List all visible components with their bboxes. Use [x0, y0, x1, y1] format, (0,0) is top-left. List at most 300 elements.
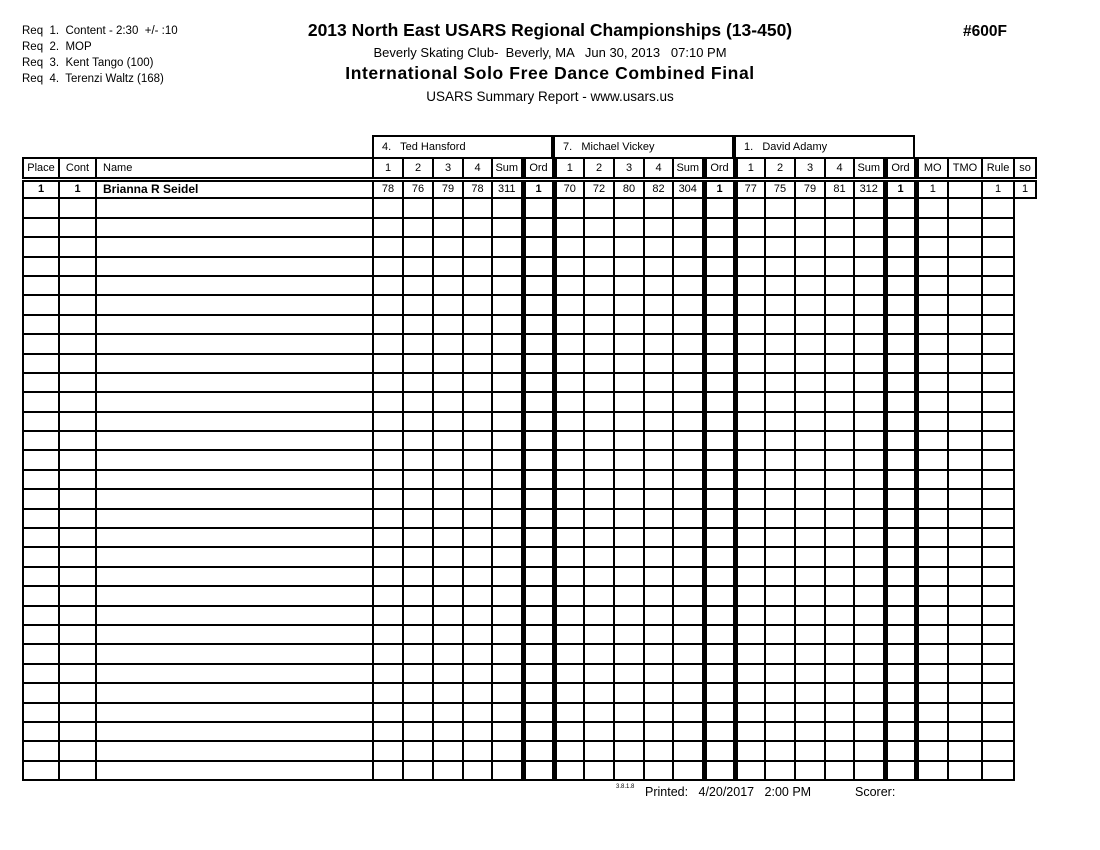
empty-cell	[403, 334, 433, 353]
empty-cell	[492, 315, 523, 334]
empty-cell	[96, 644, 373, 663]
empty-cell	[916, 315, 948, 334]
empty-cell	[825, 373, 854, 392]
empty-cell	[433, 470, 463, 489]
empty-cell	[854, 431, 885, 450]
empty-cell	[735, 198, 765, 217]
empty-cell	[463, 528, 492, 547]
title-block	[0, 20, 1100, 104]
empty-cell	[59, 606, 96, 625]
empty-cell	[554, 528, 584, 547]
empty-cell	[948, 644, 982, 663]
empty-cell	[885, 276, 916, 295]
empty-cell	[59, 644, 96, 663]
empty-cell	[23, 606, 59, 625]
empty-cell	[982, 606, 1014, 625]
empty-cell	[523, 237, 554, 256]
empty-cell	[373, 586, 403, 605]
empty-row	[23, 354, 1036, 373]
empty-cell	[403, 450, 433, 469]
empty-cell	[916, 703, 948, 722]
empty-cell	[96, 722, 373, 741]
empty-cell	[373, 547, 403, 566]
empty-cell	[463, 392, 492, 411]
empty-cell	[854, 722, 885, 741]
empty-cell	[948, 547, 982, 566]
empty-cell	[948, 276, 982, 295]
empty-cell	[614, 567, 644, 586]
empty-cell	[492, 276, 523, 295]
empty-cell	[795, 528, 825, 547]
empty-cell	[584, 509, 614, 528]
empty-cell	[795, 257, 825, 276]
empty-cell	[463, 509, 492, 528]
empty-cell	[373, 606, 403, 625]
empty-cell	[492, 450, 523, 469]
empty-cell	[885, 489, 916, 508]
empty-cell	[704, 489, 735, 508]
empty-cell	[492, 703, 523, 722]
empty-cell	[492, 664, 523, 683]
empty-cell	[584, 644, 614, 663]
empty-cell	[614, 644, 644, 663]
empty-cell	[433, 644, 463, 663]
empty-cell	[433, 586, 463, 605]
empty-cell	[584, 334, 614, 353]
empty-cell	[373, 703, 403, 722]
empty-cell	[765, 392, 795, 411]
empty-cell	[916, 334, 948, 353]
empty-cell	[704, 625, 735, 644]
empty-row	[23, 586, 1036, 605]
empty-cell	[885, 683, 916, 702]
empty-cell	[554, 703, 584, 722]
judge3-sum-cell: 312	[854, 179, 885, 198]
empty-cell	[584, 470, 614, 489]
empty-cell	[614, 489, 644, 508]
empty-cell	[854, 683, 885, 702]
empty-cell	[673, 276, 704, 295]
empty-cell	[554, 606, 584, 625]
empty-cell	[673, 237, 704, 256]
empty-cell	[403, 683, 433, 702]
empty-cell	[765, 450, 795, 469]
col-header-mo: MO	[916, 158, 948, 179]
empty-cell	[433, 334, 463, 353]
empty-cell	[554, 334, 584, 353]
empty-cell	[554, 431, 584, 450]
empty-cell	[765, 373, 795, 392]
empty-cell	[492, 567, 523, 586]
empty-cell	[948, 683, 982, 702]
empty-cell	[765, 489, 795, 508]
empty-cell	[554, 509, 584, 528]
empty-cell	[23, 761, 59, 780]
empty-cell	[23, 644, 59, 663]
empty-cell	[584, 741, 614, 760]
empty-cell	[614, 295, 644, 314]
empty-cell	[614, 198, 644, 217]
empty-cell	[23, 664, 59, 683]
empty-cell	[644, 586, 673, 605]
empty-cell	[644, 334, 673, 353]
empty-cell	[673, 703, 704, 722]
empty-cell	[916, 761, 948, 780]
empty-cell	[373, 664, 403, 683]
empty-cell	[463, 450, 492, 469]
empty-cell	[825, 257, 854, 276]
empty-cell	[373, 528, 403, 547]
empty-cell	[59, 528, 96, 547]
empty-row	[23, 470, 1036, 489]
col-header-judge1-sum: Sum	[492, 158, 523, 179]
empty-cell	[825, 625, 854, 644]
empty-cell	[735, 295, 765, 314]
empty-cell	[23, 450, 59, 469]
empty-row	[23, 567, 1036, 586]
empty-cell	[644, 703, 673, 722]
empty-cell	[765, 528, 795, 547]
empty-cell	[854, 489, 885, 508]
empty-cell	[644, 257, 673, 276]
empty-cell	[885, 470, 916, 489]
empty-cell	[463, 741, 492, 760]
empty-cell	[765, 431, 795, 450]
empty-cell	[765, 315, 795, 334]
empty-cell	[463, 644, 492, 663]
empty-cell	[885, 586, 916, 605]
empty-cell	[735, 276, 765, 295]
empty-cell	[403, 354, 433, 373]
empty-cell	[554, 315, 584, 334]
empty-cell	[23, 392, 59, 411]
empty-cell	[704, 218, 735, 237]
empty-cell	[673, 198, 704, 217]
empty-cell	[373, 373, 403, 392]
empty-cell	[614, 373, 644, 392]
empty-cell	[463, 586, 492, 605]
empty-cell	[373, 276, 403, 295]
empty-cell	[982, 509, 1014, 528]
empty-cell	[584, 586, 614, 605]
empty-cell	[735, 586, 765, 605]
empty-cell	[795, 664, 825, 683]
empty-cell	[735, 354, 765, 373]
empty-cell	[554, 586, 584, 605]
empty-cell	[765, 625, 795, 644]
empty-cell	[523, 295, 554, 314]
empty-cell	[885, 392, 916, 411]
empty-cell	[825, 606, 854, 625]
empty-cell	[765, 334, 795, 353]
empty-cell	[373, 354, 403, 373]
empty-cell	[795, 547, 825, 566]
empty-cell	[373, 392, 403, 411]
empty-cell	[982, 412, 1014, 431]
empty-cell	[735, 315, 765, 334]
empty-cell	[614, 470, 644, 489]
empty-cell	[885, 412, 916, 431]
empty-cell	[825, 547, 854, 566]
empty-cell	[948, 218, 982, 237]
empty-cell	[554, 625, 584, 644]
judge3-score-cell: 77	[735, 179, 765, 198]
empty-cell	[59, 489, 96, 508]
empty-cell	[673, 586, 704, 605]
empty-cell	[614, 237, 644, 256]
empty-cell	[96, 489, 373, 508]
empty-cell	[614, 334, 644, 353]
empty-cell	[982, 489, 1014, 508]
empty-cell	[885, 664, 916, 683]
empty-cell	[735, 392, 765, 411]
empty-cell	[96, 218, 373, 237]
requirement-line: Req 1. Content - 2:30 +/- :10	[22, 25, 178, 37]
judge2-sum-cell: 304	[673, 179, 704, 198]
empty-cell	[523, 664, 554, 683]
empty-cell	[584, 315, 614, 334]
empty-cell	[403, 315, 433, 334]
empty-cell	[59, 392, 96, 411]
empty-cell	[373, 295, 403, 314]
empty-cell	[463, 664, 492, 683]
empty-cell	[433, 567, 463, 586]
empty-cell	[463, 625, 492, 644]
empty-cell	[59, 761, 96, 780]
empty-row	[23, 625, 1036, 644]
empty-cell	[554, 741, 584, 760]
empty-cell	[523, 509, 554, 528]
empty-cell	[23, 741, 59, 760]
empty-row	[23, 412, 1036, 431]
empty-cell	[96, 450, 373, 469]
empty-cell	[948, 509, 982, 528]
empty-cell	[673, 741, 704, 760]
empty-cell	[23, 625, 59, 644]
empty-cell	[916, 218, 948, 237]
empty-cell	[916, 741, 948, 760]
empty-cell	[795, 741, 825, 760]
empty-cell	[825, 509, 854, 528]
empty-cell	[614, 528, 644, 547]
empty-cell	[704, 470, 735, 489]
empty-cell	[96, 509, 373, 528]
empty-cell	[59, 450, 96, 469]
empty-cell	[795, 606, 825, 625]
empty-cell	[765, 237, 795, 256]
empty-cell	[885, 257, 916, 276]
empty-cell	[795, 644, 825, 663]
empty-cell	[795, 489, 825, 508]
empty-cell	[673, 354, 704, 373]
empty-cell	[765, 567, 795, 586]
empty-cell	[373, 644, 403, 663]
tmo-cell	[948, 179, 982, 198]
empty-cell	[523, 625, 554, 644]
empty-cell	[403, 528, 433, 547]
empty-cell	[492, 606, 523, 625]
empty-cell	[403, 295, 433, 314]
empty-cell	[59, 373, 96, 392]
empty-cell	[825, 412, 854, 431]
empty-cell	[948, 722, 982, 741]
empty-cell	[554, 450, 584, 469]
empty-cell	[795, 509, 825, 528]
empty-cell	[492, 509, 523, 528]
empty-cell	[644, 625, 673, 644]
empty-cell	[463, 761, 492, 780]
empty-cell	[825, 644, 854, 663]
empty-cell	[463, 412, 492, 431]
empty-cell	[982, 431, 1014, 450]
empty-cell	[433, 606, 463, 625]
col-header-judge3-sum: Sum	[854, 158, 885, 179]
empty-cell	[523, 276, 554, 295]
empty-cell	[373, 683, 403, 702]
empty-cell	[614, 412, 644, 431]
empty-cell	[23, 198, 59, 217]
empty-cell	[825, 722, 854, 741]
empty-cell	[614, 703, 644, 722]
empty-cell	[554, 295, 584, 314]
empty-cell	[492, 547, 523, 566]
empty-cell	[673, 664, 704, 683]
empty-cell	[554, 664, 584, 683]
empty-cell	[735, 528, 765, 547]
empty-cell	[916, 664, 948, 683]
empty-cell	[614, 664, 644, 683]
empty-cell	[523, 606, 554, 625]
empty-cell	[854, 412, 885, 431]
empty-cell	[916, 392, 948, 411]
empty-cell	[373, 450, 403, 469]
empty-cell	[735, 606, 765, 625]
empty-cell	[403, 218, 433, 237]
empty-cell	[982, 218, 1014, 237]
empty-cell	[523, 761, 554, 780]
empty-cell	[59, 257, 96, 276]
empty-cell	[704, 741, 735, 760]
judge1-ord-cell: 1	[523, 179, 554, 198]
empty-cell	[673, 528, 704, 547]
empty-cell	[96, 606, 373, 625]
empty-cell	[735, 334, 765, 353]
empty-cell	[704, 567, 735, 586]
empty-cell	[982, 761, 1014, 780]
empty-cell	[96, 392, 373, 411]
empty-cell	[885, 509, 916, 528]
empty-cell	[614, 354, 644, 373]
empty-cell	[373, 315, 403, 334]
empty-cell	[825, 354, 854, 373]
empty-cell	[584, 547, 614, 566]
empty-cell	[584, 198, 614, 217]
empty-cell	[644, 412, 673, 431]
empty-cell	[433, 528, 463, 547]
empty-cell	[948, 761, 982, 780]
empty-cell	[523, 528, 554, 547]
empty-cell	[854, 257, 885, 276]
empty-cell	[982, 644, 1014, 663]
empty-cell	[704, 703, 735, 722]
empty-cell	[948, 470, 982, 489]
empty-cell	[885, 431, 916, 450]
empty-cell	[433, 257, 463, 276]
empty-cell	[885, 528, 916, 547]
cont-cell: 1	[59, 179, 96, 198]
empty-row	[23, 606, 1036, 625]
empty-cell	[854, 392, 885, 411]
col-header-cont: Cont	[59, 158, 96, 179]
empty-cell	[704, 509, 735, 528]
empty-cell	[96, 528, 373, 547]
empty-cell	[433, 198, 463, 217]
empty-cell	[735, 257, 765, 276]
empty-cell	[523, 470, 554, 489]
empty-cell	[673, 412, 704, 431]
empty-cell	[23, 354, 59, 373]
empty-cell	[59, 683, 96, 702]
empty-cell	[554, 412, 584, 431]
empty-cell	[584, 295, 614, 314]
empty-cell	[825, 218, 854, 237]
empty-cell	[765, 218, 795, 237]
empty-cell	[885, 295, 916, 314]
empty-cell	[96, 257, 373, 276]
empty-row	[23, 431, 1036, 450]
empty-cell	[948, 606, 982, 625]
empty-cell	[492, 198, 523, 217]
col-header-judge2-2: 2	[584, 158, 614, 179]
empty-cell	[96, 567, 373, 586]
empty-cell	[765, 703, 795, 722]
empty-cell	[96, 276, 373, 295]
empty-cell	[854, 606, 885, 625]
empty-cell	[403, 547, 433, 566]
empty-cell	[59, 295, 96, 314]
summary-table	[22, 157, 1037, 781]
empty-cell	[584, 218, 614, 237]
empty-cell	[463, 489, 492, 508]
empty-cell	[982, 373, 1014, 392]
empty-cell	[916, 431, 948, 450]
empty-cell	[825, 334, 854, 353]
col-header-rule: Rule	[982, 158, 1014, 179]
empty-cell	[644, 664, 673, 683]
col-header-judge1-ord: Ord	[523, 158, 554, 179]
empty-cell	[554, 276, 584, 295]
scorer-label: Scorer:	[855, 785, 896, 799]
empty-cell	[463, 315, 492, 334]
empty-row	[23, 334, 1036, 353]
empty-cell	[584, 354, 614, 373]
empty-cell	[885, 237, 916, 256]
empty-cell	[373, 257, 403, 276]
empty-cell	[916, 373, 948, 392]
empty-cell	[765, 547, 795, 566]
empty-cell	[523, 489, 554, 508]
empty-cell	[584, 567, 614, 586]
empty-cell	[403, 489, 433, 508]
empty-cell	[825, 683, 854, 702]
empty-cell	[96, 237, 373, 256]
empty-cell	[982, 703, 1014, 722]
empty-cell	[59, 412, 96, 431]
report-type-line: USARS Summary Report - www.usars.us	[426, 89, 674, 104]
empty-cell	[916, 276, 948, 295]
empty-cell	[825, 489, 854, 508]
empty-cell	[825, 295, 854, 314]
